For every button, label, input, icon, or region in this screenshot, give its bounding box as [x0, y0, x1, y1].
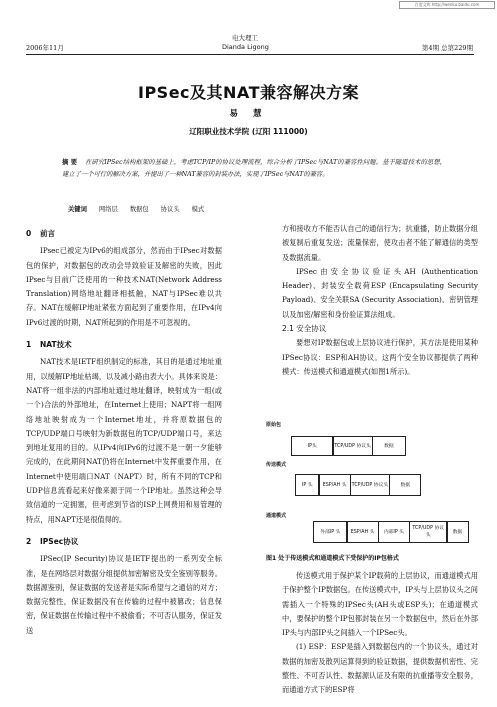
packet-cell: 外部IP 头: [313, 521, 347, 543]
keyword-item: 数据包: [129, 206, 149, 213]
tunnel-packet: [314, 521, 469, 543]
paragraph: IPsec已被定为IPv6的组成部分，然而由于IPsec对数据包的保护，对数据包的改动会导致验证及解密的失败，因此IPsec与目前广泛使用的一种技术NAT(Network Address Translation)网络地址翻译相抵触，NAT与IPSec难以共存。NAT在缓解IP地址紧张方面起到了重要作用，在IPv4向IPv6过渡的时期，NAT所起到的作用是不可忽视的。: [26, 246, 222, 327]
keyword-item: 网络层: [98, 206, 118, 213]
abstract-text: 在研究IPSec结构框架的基础上，考虑TCP/IP的协议处理流程，综合分析了IPSec与NAT的兼容性问题。基于隧道技术的思想，建立了一个可行的解决方案，并提出了一种NAT兼容的封装办法，实现了IPSec与NAT的兼容。: [62, 159, 446, 178]
figure-label-transport: 传送模式: [266, 462, 287, 468]
original-packet: [292, 436, 406, 456]
paragraph: 传送模式用于保护某个IP载荷的上层协议，而通道模式用于保护整个IP数据包。在传送模式中，IP头与上层协议头之间需插入一个特殊的IPSec头(AH头或ESP头)；在通道模式中，要保护的整个IP包都封装在另一个数据包中，然后在外部IP头与内部IP头之间插入一个IPSec头。: [282, 571, 478, 638]
packet-cell: IP 头: [295, 474, 319, 496]
paper-title: IPSec及其NAT兼容解决方案: [138, 83, 359, 102]
figure-label-tunnel: 通道模式: [266, 513, 287, 519]
paragraph: IPSec由安全协议验证头AH (Authentication Header)、封装安全载荷ESP (Encapsulating Security Payload)、安全关联SA (Security Association)、密钥管理以及加密/解密和身份验证算法组成。: [282, 266, 478, 319]
packet-cell: 内部IP 头: [378, 521, 410, 543]
journal-pinyin: Dianda Ligong: [222, 43, 269, 51]
paragraph: (1) ESP：ESP是插入到数据包内的一个协议头，通过对数据的加密及散列运算得到的验证数据，提供数据机密性、完整性、不可否认性、数据源认证及有限的抗重播等安全服务，而通道方式下的ESP将: [282, 642, 478, 695]
keyword-item: 模式: [191, 206, 205, 213]
packet-cell: IP头: [291, 436, 333, 456]
packet-cell: 数据: [389, 474, 421, 496]
keyword-item: 协议头: [160, 206, 180, 213]
journal-name: 电大理工: [232, 34, 258, 42]
paragraph: NAT技术是IETF组织制定的标准，其目的是通过地址重用，以缓解IP地址枯竭，以及减小路由表大小。具体来说是：NAT将一组非法的内部地址通过地址翻译，映射成为一组(或一个)合法的外部地址，在Internet上使用；NAPT将一组网络地址映射成为一个Internet地址，并将原数据包的TCP/UDP端口号映射为新数据包的TCP/UDP端口号，来达到地址复用的目的。从IPv4向IPv6的过渡不是一朝一夕能够完成的，在此期间NAT仍将在Internet中发挥重要作用，在Internet中使用端口NAT（NAPT）时，所有不同的TCP和UDP信息流看起来好像来源于同一个IP地址。虽然这种会导致信道的一定拥塞，但考虑到节省的ISP上网费用和易管理的特点，用NAPT还是很值得的。: [26, 357, 222, 524]
packet-cell: ESP/AH 头: [347, 521, 379, 543]
transport-packet: [296, 474, 421, 496]
left-column: [26, 222, 222, 638]
section-heading: 0 前言: [26, 229, 55, 238]
packet-cell: TCP/UDP 协议头: [350, 474, 390, 496]
packet-cell: 数据: [372, 436, 406, 456]
paragraph: 方和接收方不能否认自己的通信行为；抗重播，防止数据分组被复制后重复发送；流量保密，使攻击者不能了解通信的类型及数据流量。: [282, 224, 478, 262]
author: 易 慧: [229, 109, 268, 119]
affiliation: 辽阳职业技术学院 (辽阳 111000): [189, 127, 308, 136]
section-heading: 2 IPSec协议: [26, 536, 79, 546]
issue-number: 第4期 总第229期: [421, 44, 473, 52]
abstract-label: 摘 要: [62, 159, 78, 166]
right-column-bottom: [282, 569, 478, 698]
paragraph: 要想对IP数据包或上层协议进行保护，其方法是使用某种IPSec协议：ESP和AH协议。这两个安全协议都提供了两种模式：传送模式和通道模式(如图1所示)。: [282, 338, 478, 376]
right-column-top: [282, 222, 478, 379]
packet-cell: 数据: [447, 521, 469, 543]
abstract: [62, 157, 446, 180]
keywords-label: 关键词: [68, 206, 87, 213]
header-rule: [26, 54, 474, 55]
watermark-stamp: 百度文库 http://wenku.baidu.com: [399, 1, 495, 9]
figure-label-original: 原始包: [266, 422, 282, 428]
packet-cell: TCP/UDP 协议头: [409, 521, 447, 543]
section-heading: 2.1 安全协议: [282, 324, 327, 334]
keywords: [68, 204, 214, 213]
packet-cell: TCP/UDP 协议头: [333, 436, 373, 456]
section-heading: 1 NAT技术: [26, 340, 72, 350]
issue-date: 2006年11月: [26, 44, 64, 52]
paragraph: IPSec(IP Security)协议是IETF提出的一系列安全标准，是在网络层对数据分组提供加密解密及安全鉴别等服务。数据源鉴别，保证数据的发送者是实际希望与之通信的对方；数据完整性，保证数据没有在传输的过程中被篡改；信息保密，保证数据在传输过程中不被偷看；不可否认服务，保证发送: [26, 554, 222, 635]
packet-cell: ESP/AH 头: [319, 474, 351, 496]
figure-caption: 图1 处于传送模式和通道模式下受保护的IP包格式: [266, 555, 399, 562]
